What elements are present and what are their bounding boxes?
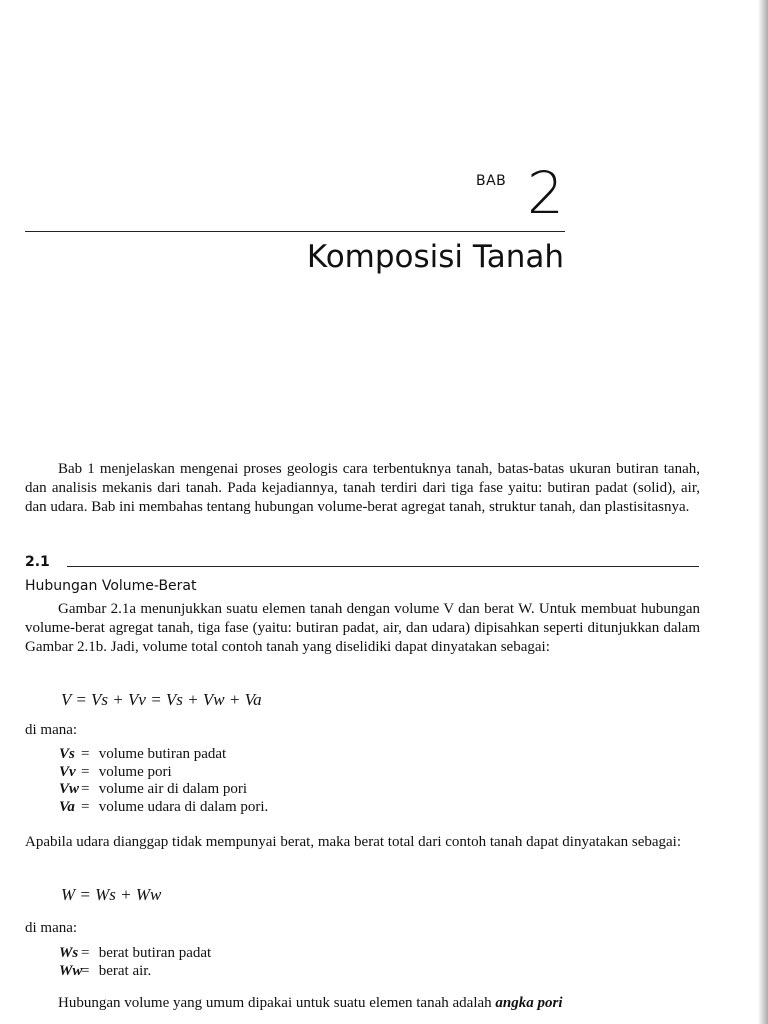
chapter-number: 2	[527, 159, 564, 227]
definition-row	[59, 799, 268, 817]
definition-symbol: Vw	[59, 781, 80, 797]
definition-equals: =	[81, 781, 90, 797]
definition-equals: =	[81, 962, 90, 979]
intro-paragraph	[25, 460, 700, 517]
definition-text: volume butiran padat	[98, 746, 227, 762]
definition-row	[59, 746, 268, 764]
definition-row	[59, 945, 211, 963]
definition-row	[59, 764, 268, 782]
equation-weight: W = Ws + Ww	[61, 885, 162, 904]
definition-symbol: Vv	[59, 763, 76, 780]
section-paragraph-2	[25, 833, 700, 852]
definition-row	[59, 781, 268, 799]
page-edge-shadow	[758, 0, 768, 1024]
definition-equals: =	[81, 763, 90, 780]
definition-equals: =	[81, 798, 90, 815]
where-label-1: di mana:	[25, 722, 78, 738]
section-number: 2.1	[25, 554, 50, 570]
definition-symbol: Ws	[59, 945, 79, 961]
definition-symbol: Va	[59, 798, 75, 815]
chapter-title: Komposisi Tanah	[306, 239, 564, 275]
definition-symbol: Vs	[59, 746, 75, 762]
definition-row	[59, 963, 211, 981]
section-paragraph-3-text: Hubungan volume yang umum dipakai untuk suatu elemen tanah adalah	[58, 995, 492, 1011]
definition-equals: =	[81, 945, 90, 961]
definitions-weight	[59, 945, 211, 980]
section-paragraph-1	[25, 600, 700, 657]
definition-equals: =	[81, 746, 90, 762]
definition-text: berat butiran padat	[98, 945, 212, 961]
section-rule	[67, 566, 699, 567]
chapter-rule	[25, 231, 565, 232]
definition-text: berat air.	[98, 962, 152, 979]
section-paragraph-2-text: Apabila udara dianggap tidak mempunyai berat, maka berat total dari contoh tanah dapat dinyatakan sebagai:	[25, 834, 682, 850]
definition-symbol: Ww	[59, 962, 83, 979]
chapter-label: BAB	[476, 173, 507, 189]
definition-text: volume air di dalam pori	[98, 781, 248, 797]
section-title: Hubungan Volume-Berat	[25, 578, 197, 594]
term-angka-pori: angka pori	[495, 995, 563, 1011]
definitions-volume	[59, 746, 268, 816]
equation-volume: V = Vs + Vv = Vs + Vw + Va	[61, 690, 262, 709]
section-paragraph-3	[25, 994, 700, 1013]
intro-text: Bab 1 menjelaskan mengenai proses geologis cara terbentuknya tanah, batas-batas ukuran butiran tanah, dan analisis mekanis dari tanah. Pada kejadiannya, tanah terdiri dari tiga fase yaitu: butiran padat (solid), air, dan udara. Bab ini membahas tentang hubungan volume-berat agregat tanah, struktur tanah, dan plastisitasnya.	[25, 461, 700, 515]
definition-text: volume udara di dalam pori.	[98, 798, 269, 815]
section-paragraph-1-text: Gambar 2.1a menunjukkan suatu elemen tanah dengan volume V dan berat W. Untuk membuat hubungan volume-berat agregat tanah, tiga fase (yaitu: butiran padat, air, dan udara) dipisahkan seperti ditunjukkan dalam Gambar 2.1b. Jadi, volume total contoh tanah yang diselidiki dapat dinyatakan sebagai:	[25, 601, 700, 655]
where-label-2: di mana:	[25, 920, 78, 936]
definition-text: volume pori	[98, 763, 172, 780]
